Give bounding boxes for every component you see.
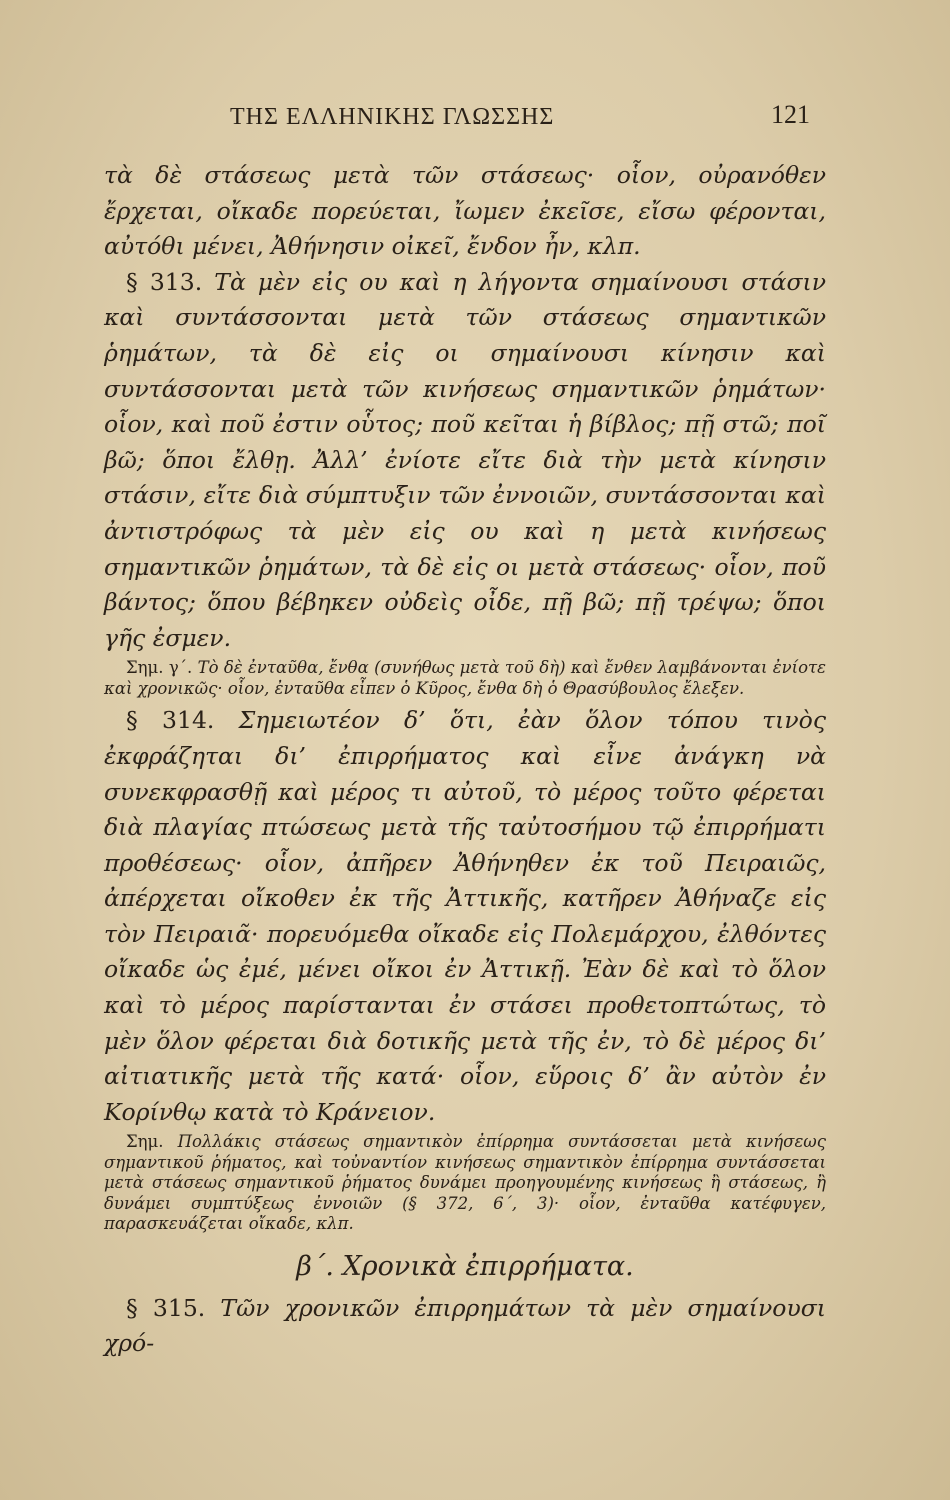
note-gamma-text: Τὸ δὲ ἐνταῦθα, ἔνθα (συνήθως μετὰ τοῦ δὴ) καὶ ἔνθεν λαμβάνονται ἐνίοτε καὶ χρονικῶς· οἷον, ἐνταῦθα εἶπεν ὁ Κῦρος, ἔνθα δὴ ὁ Θρασύβουλος ἔλεξεν. xyxy=(104,658,827,698)
paragraph-313 xyxy=(104,265,826,657)
section-number-314: § 314. xyxy=(126,706,215,735)
paragraph-314-text: Σημειωτέον δ’ ὅτι, ἐὰν ὅλον τόπου τινὸς ἐκφράζηται δι’ ἐπιρρήματος καὶ εἶνε ἀνάγκη νὰ συνεκφρασθῇ καὶ μέρος τι αὐτοῦ, τὸ μέρος τοῦτο φέρεται διὰ πλαγίας πτώσεως μετὰ τῆς ταὐτοσήμου τῷ ἐπιρρήματι προθέσεως· οἷον, ἀπῆρεν Ἀθήνηθεν ἐκ τοῦ Πειραιῶς, ἀπέρχεται οἴκοθεν ἐκ τῆς Ἀττικῆς, κατῆρεν Ἀθήναζε εἰς τὸν Πειραιᾶ· πορευόμεθα οἴκαδε εἰς Πολεμάρχου, ἐλθόντες οἴκαδε ὡς ἐμέ, μένει οἴκοι ἐν Ἀττικῇ. Ἐὰν δὲ καὶ τὸ ὅλον καὶ τὸ μέρος παρίστανται ἐν στάσει προθετοπτώτως, τὸ μὲν ὅλον φέρεται διὰ δοτικῆς μετὰ τῆς ἐν, τὸ δὲ μέρος δι’ αἰτιατικῆς μετὰ τῆς κατά· οἷον, εὕροις δ’ ἂν αὐτὸν ἐν Κορίνθῳ κατὰ τὸ Κράνειον. xyxy=(104,706,826,1126)
paragraph-continuation: τὰ δὲ στάσεως μετὰ τῶν στάσεως· οἷον, οὐρανόθεν ἔρχεται, οἴκαδε πορεύεται, ἴωμεν ἐκεῖσε, εἴσω φέρονται, αὐτόθι μένει, Ἀθήνησιν οἰκεῖ, ἔνδον ἦν, κλπ. xyxy=(104,161,826,261)
note-2-label: Σημ. xyxy=(126,1132,164,1152)
page-number: 121 xyxy=(771,100,810,129)
note-2-text: Πολλάκις στάσεως σημαντικὸν ἐπίρρημα συντάσσεται μετὰ κινήσεως σημαντικοῦ ῥήματος, καὶ τοὐναντίον κινήσεως σημαντικὸν ἐπίρρημα συντάσσεται μετὰ στάσεως σημαντικοῦ ῥήματος δυνάμει προηγουμένης κινήσεως ἢ στάσεως, ἢ δυνάμει συμπτύξεως ἐννοιῶν (§ 372, 6΄, 3)· οἷον, ἐνταῦθα κατέφυγεν, παρασκευάζεται οἴκαδε, κλπ. xyxy=(104,1132,826,1234)
section-number-313: § 313. xyxy=(126,267,203,296)
section-heading: β΄. Χρονικὰ ἐπιρρήματα. xyxy=(296,1250,634,1282)
paragraph-315-text: Τῶν χρονικῶν ἐπιρρημάτων τὰ μὲν σημαίνουσι χρό- xyxy=(104,1293,826,1358)
paragraph-313-text: Τὰ μὲν εἰς ου καὶ η λήγοντα σημαίνουσι στάσιν καὶ συντάσσονται μετὰ τῶν στάσεως σημαντικῶν ῥημάτων, τὰ δὲ εἰς οι σημαίνουσι κίνησιν καὶ συντάσσονται μετὰ τῶν κινήσεως σημαντικῶν ῥημάτων· οἷον, καὶ ποῦ ἐστιν οὗτος; ποῦ κεῖται ἡ βίβλος; πῇ στῶ; ποῖ βῶ; ὅποι ἔλθῃ. Ἀλλ’ ἐνίοτε εἴτε διὰ τὴν μετὰ κίνησιν στάσιν, εἴτε διὰ σύμπτυξιν τῶν ἐννοιῶν, συντάσσονται καὶ ἀντιστρόφως τὰ μὲν εἰς ου καὶ η μετὰ κινήσεως σημαντικῶν ῥημάτων, τὰ δὲ εἰς οι μετὰ στάσεως· οἷον, ποῦ βάντος; ὅπου βέβηκεν οὐδεὶς οἶδε, πῇ βῶ; πῇ τρέψω; ὅποι γῆς ἐσμεν. xyxy=(104,267,826,652)
page-header xyxy=(110,100,810,140)
paragraph-315 xyxy=(104,1291,826,1362)
running-title: ΤΗΣ ΕΛΛΗΝΙΚΗΣ ΓΛΩΣΣΗΣ xyxy=(230,104,555,130)
section-number-315: § 315. xyxy=(126,1293,206,1322)
note-2 xyxy=(104,1132,826,1235)
note-gamma-label: Σημ. γ΄. xyxy=(126,658,193,678)
note-gamma xyxy=(104,658,826,699)
main-text xyxy=(104,158,826,1362)
paragraph-314 xyxy=(104,703,826,1130)
